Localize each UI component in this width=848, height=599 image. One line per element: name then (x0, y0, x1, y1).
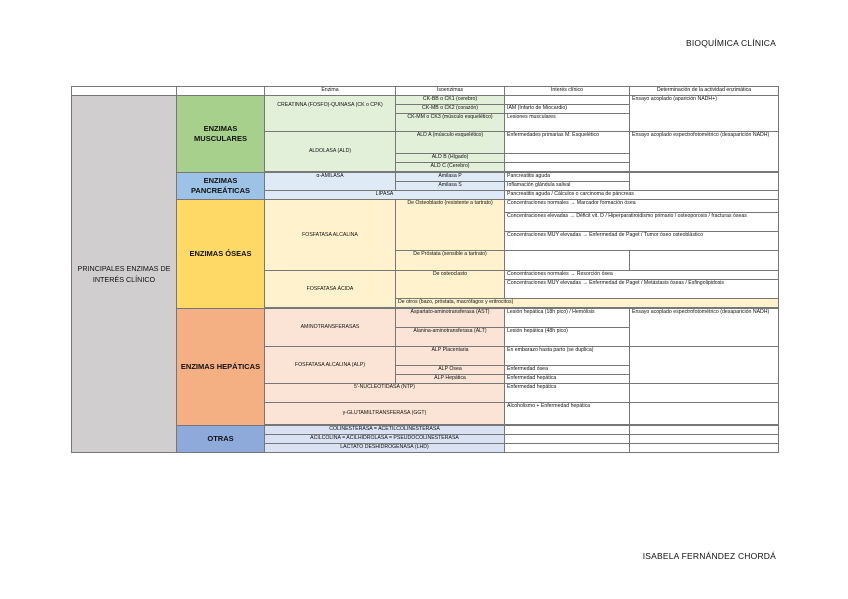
interes-fac-muy-elevadas: Concentraciones MUY elevadas → Enfermedad de Paget / Metástasis óseas / Esfingolipidosis (505, 280, 779, 299)
isoenzyme-prostata: De Próstata (sensible a tartrato) (396, 251, 505, 271)
isoenzyme-alp-hepatica: ALP Hepática (396, 375, 505, 384)
determinacion-empty (630, 403, 779, 425)
group-hepaticas: ENZIMAS HEPÁTICAS (177, 309, 265, 426)
enzyme-amilasa: α-AMILASA (265, 173, 396, 191)
empty-header-cell (72, 87, 177, 96)
interes-ck-mb: IAM (Infarto de Miocardio) (505, 105, 630, 114)
interes-alp-osea: Enfermedad ósea (505, 366, 630, 375)
header-isoenzimas: Isoenzimas (396, 87, 505, 96)
interes-fac-normal: Concentraciones normales → Resorción ósea (505, 271, 779, 280)
determinacion-empty (630, 347, 779, 384)
determinacion-aminotransferasas: Ensayo acoplado espectrofotométrico (desaparición NADH) (630, 309, 779, 347)
interes-alp-hepatica: Enfermedad hepática (505, 375, 630, 384)
interes-ck-mm: Lesiones musculares (505, 114, 630, 132)
interes-empty (505, 426, 630, 435)
interes-alp-placentaria: En embarazo hasta parto (se duplica) (505, 347, 630, 366)
enzyme-ggt: γ-GLUTAMILTRANSFERASA (GGT) (265, 403, 505, 425)
group-musculares: ENZIMAS MUSCULARES (177, 96, 265, 173)
isoenzyme-osteoclasto: De osteoclasto (396, 271, 505, 299)
isoenzyme-ald-a: ALD A (músculo esquelético) (396, 132, 505, 154)
isoenzyme-ast: Aspartato-aminotransferasa (AST) (396, 309, 505, 328)
isoenzyme-ck-mm: CK-MM o CK3 (músculo esquelético) (396, 114, 505, 132)
isoenzyme-alp-placentaria: ALP Placentaria (396, 347, 505, 366)
interes-ntp: Enfermedad hepática (505, 384, 630, 403)
enzyme-aminotransferasas: AMINOTRANSFERASAS (265, 309, 396, 347)
interes-empty (505, 444, 630, 453)
isoenzyme-otros: De otros (bazo, próstata, macrófagos y eritrocitos) (396, 299, 779, 308)
determinacion-ck: Ensayo acoplado (aparición NADH+) (630, 96, 779, 132)
isoenzyme-ald-c: ALD C (Cerebro) (396, 163, 505, 172)
enzyme-alp: FOSFATASA ALCALINA (ALP) (265, 347, 396, 384)
table-header-row (72, 87, 779, 96)
group-otras: OTRAS (177, 426, 265, 453)
interes-ald-a: Enfermedades primarias M. Esquelético (505, 132, 630, 154)
header-determinacion: Determinación de la actividad enzimática (630, 87, 779, 96)
interes-amilasa-s: Inflamación glándula salival (505, 182, 630, 191)
determinacion-ald: Ensayo acoplado espectrofotométrico (desaparición NADH) (630, 132, 779, 172)
enzyme-ck: CREATINNA (FOSFO)-QUINASA (CK o CPK) (265, 96, 396, 132)
determinacion-empty (630, 173, 779, 191)
interes-ggt: Alcoholismo + Enfermedad hepática (505, 403, 630, 425)
interes-fal-normal: Concentraciones normales → Marcador formación ósea (505, 200, 779, 213)
interes-empty (505, 163, 630, 172)
isoenzyme-alp-osea: ALP Ósea (396, 366, 505, 375)
interes-fal-elevadas: Concentraciones elevadas → Déficit vit. D / Hiperparatiroidismo primario / osteoporosis / fracturas óseas (505, 213, 779, 232)
interes-amilasa-p: Pancreatitis aguda (505, 173, 630, 182)
interes-empty (505, 251, 630, 271)
header-interes-clinico: Interés clínico (505, 87, 630, 96)
isoenzyme-ald-b: ALD B (Hígado) (396, 154, 505, 163)
enzyme-lipasa: LIPASA (265, 191, 505, 200)
determinacion-empty (630, 435, 779, 444)
enzyme-colinesterasa: COLINESTERASA = ACETILCOLINESTERASA (265, 426, 505, 435)
interes-fal-muy-elevadas: Concentraciones MUY elevadas → Enfermedad de Paget / Tumor óseo osteoblástico (505, 232, 779, 251)
interes-empty (505, 154, 630, 163)
enzyme-fosfatasa-alcalina: FOSFATASA ALCALINA (265, 200, 396, 271)
interes-empty (505, 435, 630, 444)
isoenzyme-ck-mb: CK-MB o CK2 (corazón) (396, 105, 505, 114)
isoenzyme-alt: Alanina-aminotransferasa (ALT) (396, 328, 505, 347)
isoenzyme-amilasa-s: Amilasa S (396, 182, 505, 191)
interes-lipasa: Pancreatitis aguda / Cálculos o carcinoma de páncreas (505, 191, 779, 200)
interes-empty (505, 96, 630, 105)
enzyme-acilcolina: ACILCOLINA = ACILHIDROLASA = PSEUDOCOLINESTERASA (265, 435, 505, 444)
header-enzima: Enzima (265, 87, 396, 96)
empty-header-cell (177, 87, 265, 96)
determinacion-empty (630, 444, 779, 453)
interes-alt: Lesión hepática (48h pico) (505, 328, 630, 347)
interes-ast: Lesión hepática (18h pico) / Hemólisis (505, 309, 630, 328)
enzyme-aldolasa: ALDOLASA (ALD) (265, 132, 396, 172)
enzyme-ntp: 5'-NUCLEOTIDASA (NTP) (265, 384, 505, 403)
enzyme-ldh: LACTATO DESHIDROGENASA (LHD) (265, 444, 505, 453)
isoenzyme-osteoblasto: De Osteoblasto (resistente a tartrato) (396, 200, 505, 251)
isoenzyme-ck-bb: CK-BB o CK1 (cerebro) (396, 96, 505, 105)
enzymes-table (71, 86, 779, 453)
group-pancreaticas: ENZIMAS PANCREÁTICAS (177, 173, 265, 200)
group-oseas: ENZIMAS ÓSEAS (177, 200, 265, 309)
determinacion-empty (630, 426, 779, 435)
isoenzyme-amilasa-p: Amilasa P (396, 173, 505, 182)
document-header-title: BIOQUÍMICA CLÍNICA (685, 38, 776, 48)
enzyme-fosfatasa-acida: FOSFATASA ÁCIDA (265, 271, 396, 308)
main-category-label: PRINCIPALES ENZIMAS DE INTERÉS CLÍNICO (72, 96, 177, 453)
document-footer-author: ISABELA FERNÁNDEZ CHORDÁ (642, 551, 776, 561)
determinacion-empty (630, 251, 779, 271)
determinacion-empty (630, 384, 779, 403)
